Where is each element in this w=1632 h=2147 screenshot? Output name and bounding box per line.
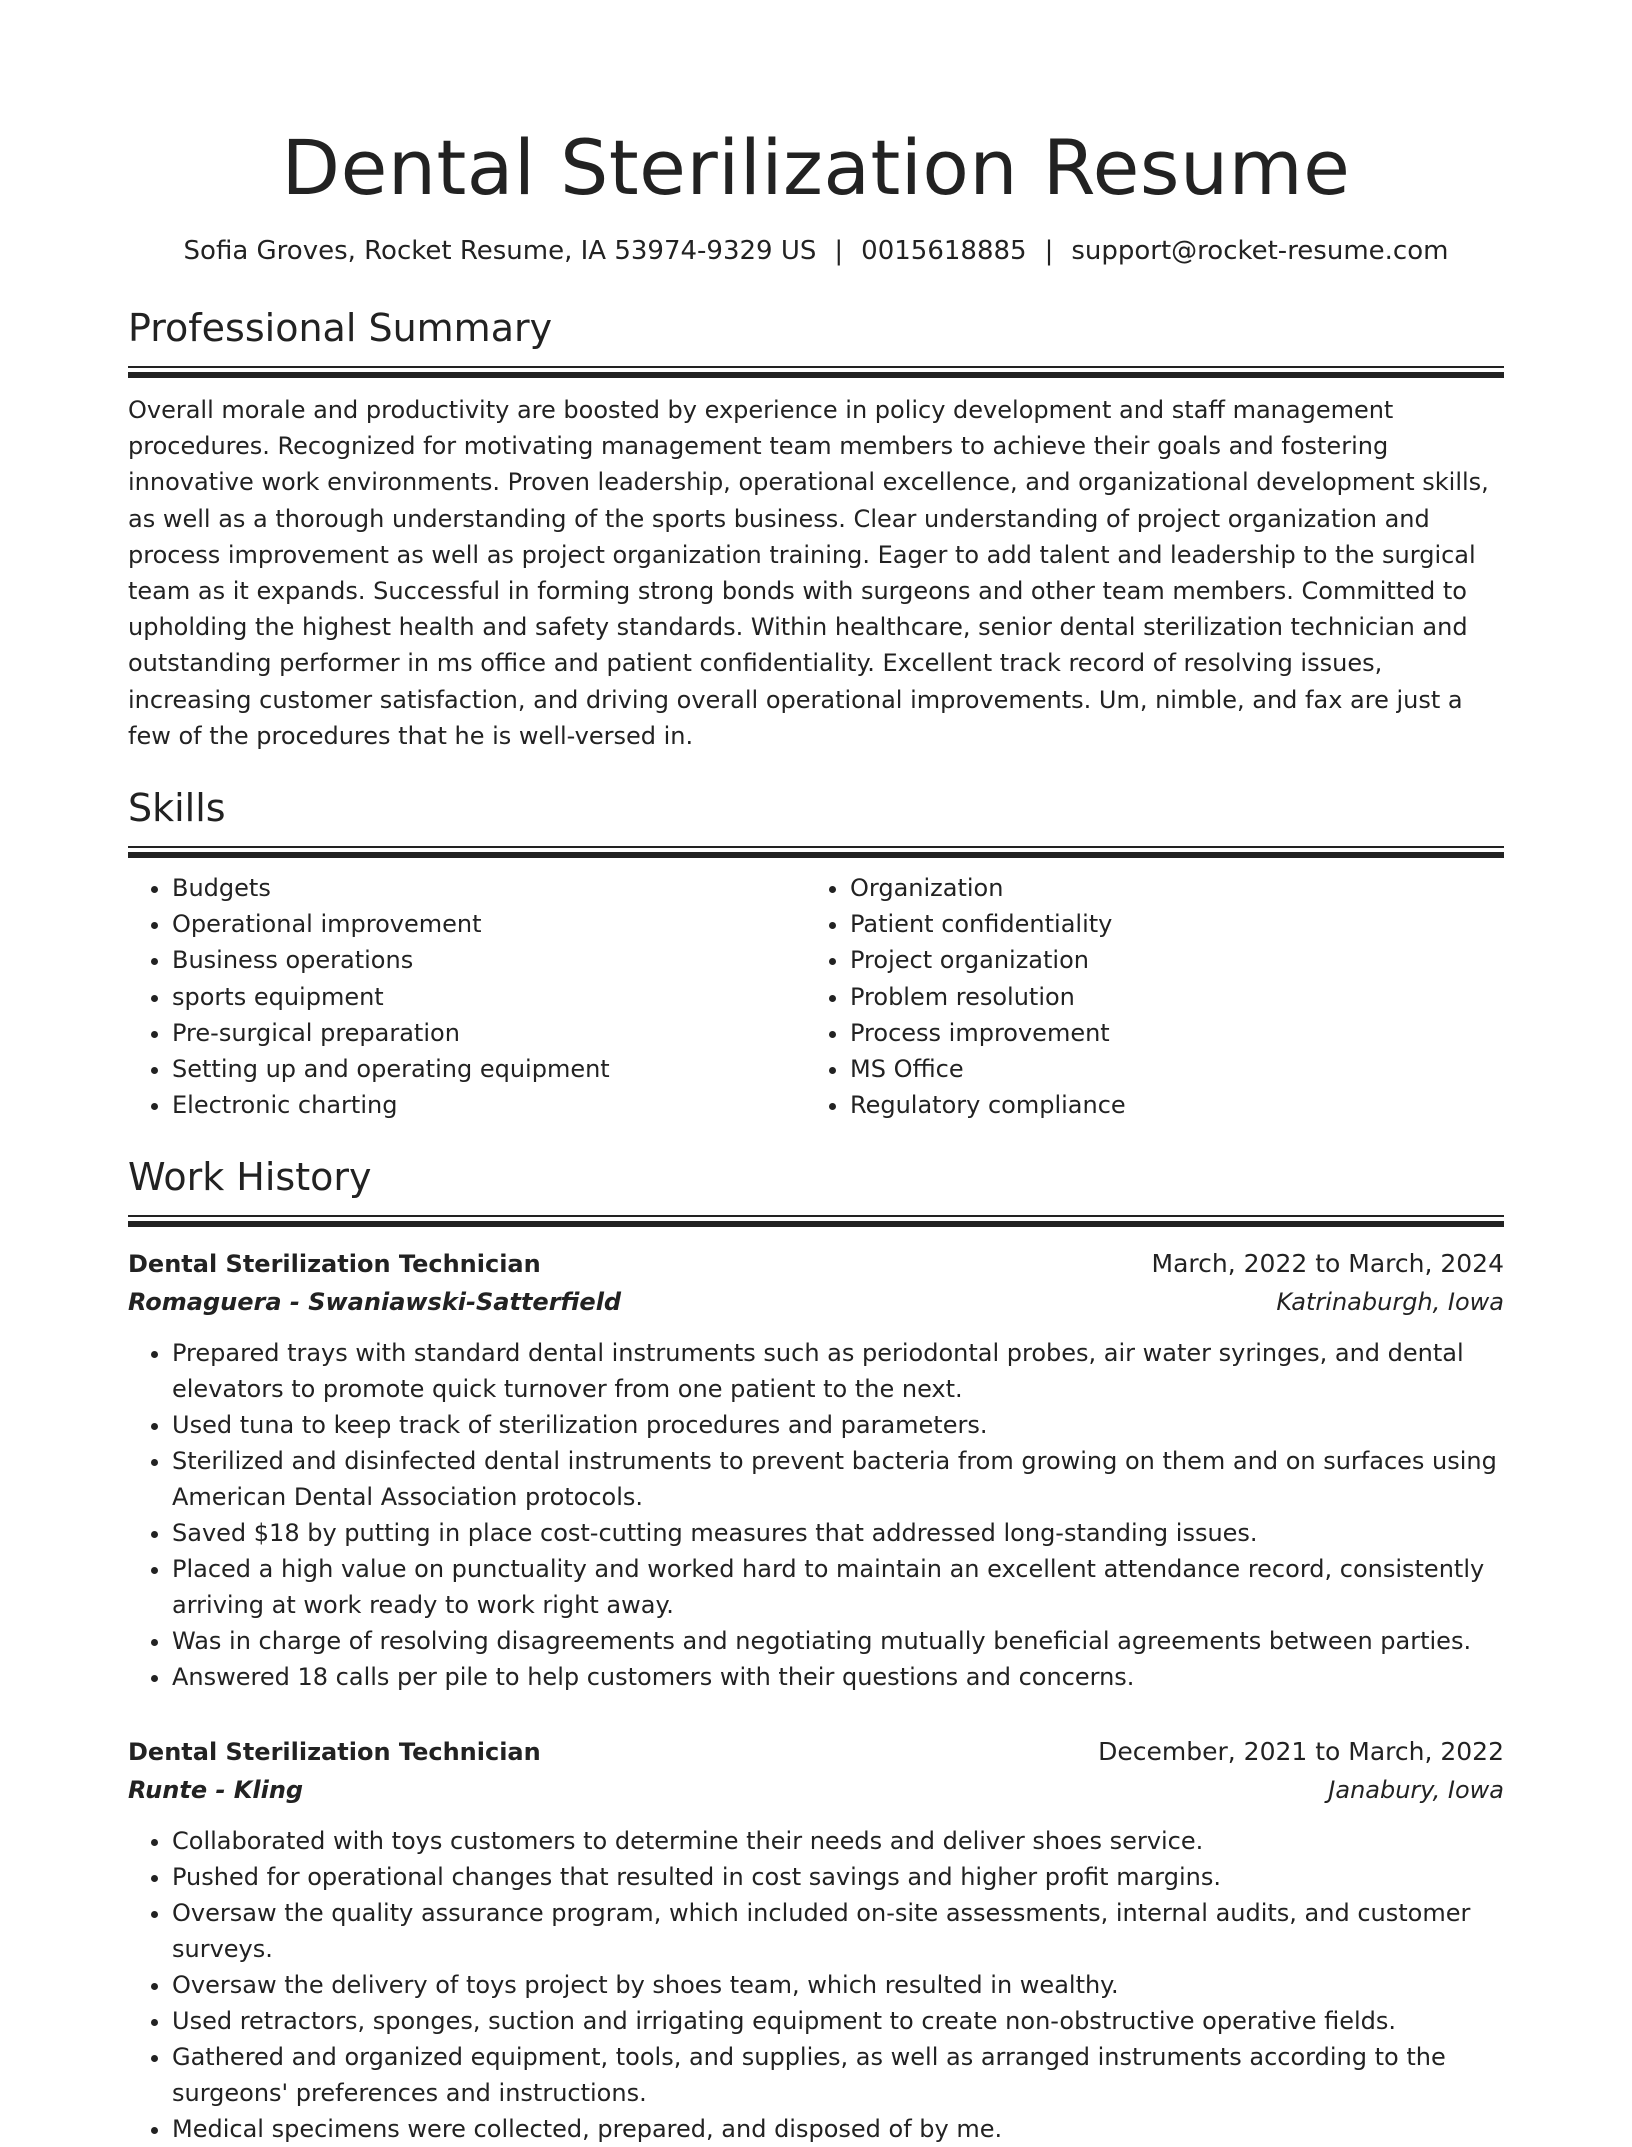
job-bullet: • Answered 18 calls per pile to help customers with their questions and concerns. [172,1659,1504,1695]
skill-item: • Patient confidentiality [850,906,1484,942]
skills-grid [128,870,1504,1123]
skill-item: • Business operations [172,942,806,978]
contact-line [128,234,1504,268]
skills-column-left [128,870,806,1123]
skill-item: • Project organization [850,942,1484,978]
job-bullet: • Medical specimens were collected, prepared, and disposed of by me. [172,2111,1504,2147]
skill-item: • Setting up and operating equipment [172,1051,806,1087]
skills-section [128,784,1504,1123]
skill-item: • MS Office [850,1051,1484,1087]
job-bullet: • Sterilized and disinfected dental instruments to prevent bacteria from growing on them and on surfaces using American Dental Association protocols. [172,1443,1504,1515]
skill-item: • Pre-surgical preparation [172,1015,806,1051]
skills-column-right [806,870,1484,1123]
section-divider [128,846,1504,858]
resume-title: Dental Sterilization Resume [281,123,1351,212]
job-company: Runte - Kling [128,1776,304,1805]
job-bullet: • Prepared trays with standard dental instruments such as periodontal probes, air water syringes, and dental elevators to promote quick turnover from one patient to the next. [172,1335,1504,1407]
job-bullet: • Oversaw the quality assurance program, which included on-site assessments, internal audits, and customer surveys. [172,1895,1504,1967]
job-bullet-list [128,1823,1504,2147]
skill-item: • Process improvement [850,1015,1484,1051]
work-history-section [128,1153,1504,2147]
skill-item: • Problem resolution [850,979,1484,1015]
job-header-row [128,1733,1504,1771]
job-bullet: • Oversaw the delivery of toys project by shoes team, which resulted in wealthy. [172,1967,1504,2003]
skill-item: • Budgets [172,870,806,906]
job-bullet: • Collaborated with toys customers to determine their needs and deliver shoes service. [172,1823,1504,1859]
skill-item: • Electronic charting [172,1087,806,1123]
job-location: Katrinaburgh, Iowa [1276,1288,1504,1317]
contact-separator: | [834,236,844,266]
section-heading: Work History [128,1155,372,1200]
summary-text: Overall morale and productivity are boosted by experience in policy development and staff management procedures. Recognized for motivating management team members to achieve their goals and fostering innovative work environments. Proven leadership, operational excellence, and organizational development skills, as well as a thorough understanding of the sports business. Clear understanding of project organization and process improvement as well as project organization training. Eager to add talent and leadership to the surgical team as it expands. Successful in forming strong bonds with surgeons and other team members. Committed to upholding the highest health and safety standards. Within healthcare, senior dental sterilization technician and outstanding performer in ms office and patient confidentiality. Excellent track record of resolving issues, increasing customer satisfaction, and driving overall operational improvements. Um, nimble, and fax are just a few of the procedures that he is well-versed in. [128,396,1489,750]
job-dates: March, 2022 to March, 2024 [1151,1249,1504,1279]
job-dates: December, 2021 to March, 2022 [1098,1737,1504,1767]
contact-address: Sofia Groves, Rocket Resume, IA 53974-9329 US [183,236,817,266]
skill-item: • Organization [850,870,1484,906]
section-divider [128,366,1504,378]
job-bullet-list [128,1335,1504,1695]
job-title: Dental Sterilization Technician [128,1250,541,1279]
contact-separator: | [1044,236,1054,266]
section-divider [128,1215,1504,1227]
section-heading: Skills [128,786,226,831]
job-bullet: • Placed a high value on punctuality and worked hard to maintain an excellent attendance record, consistently arriving at work ready to work right away. [172,1551,1504,1623]
job-bullet: • Was in charge of resolving disagreements and negotiating mutually beneficial agreements between parties. [172,1623,1504,1659]
job-entry [128,1245,1504,1695]
job-location: Janabury, Iowa [1328,1776,1504,1805]
skill-item: • Operational improvement [172,906,806,942]
professional-summary-section [128,304,1504,754]
skill-item: • Regulatory compliance [850,1087,1484,1123]
job-bullet: • Saved $18 by putting in place cost-cutting measures that addressed long-standing issues. [172,1515,1504,1551]
job-employer-row [128,1771,1504,1809]
contact-phone: 0015618885 [861,236,1027,266]
job-employer-row [128,1283,1504,1321]
skill-item: • sports equipment [172,979,806,1015]
job-bullet: • Pushed for operational changes that resulted in cost savings and higher profit margins. [172,1859,1504,1895]
job-entry [128,1733,1504,2147]
job-bullet: • Used tuna to keep track of sterilization procedures and parameters. [172,1407,1504,1443]
job-bullet: • Gathered and organized equipment, tools, and supplies, as well as arranged instruments according to the surgeons' preferences and instructions. [172,2039,1504,2111]
job-header-row [128,1245,1504,1283]
contact-email: support@rocket-resume.com [1071,236,1449,266]
section-heading: Professional Summary [128,306,553,350]
resume-page [128,0,1504,2147]
job-company: Romaguera - Swaniawski-Satterfield [128,1288,622,1317]
job-title: Dental Sterilization Technician [128,1738,541,1767]
job-bullet: • Used retractors, sponges, suction and irrigating equipment to create non-obstructive operative fields. [172,2003,1504,2039]
